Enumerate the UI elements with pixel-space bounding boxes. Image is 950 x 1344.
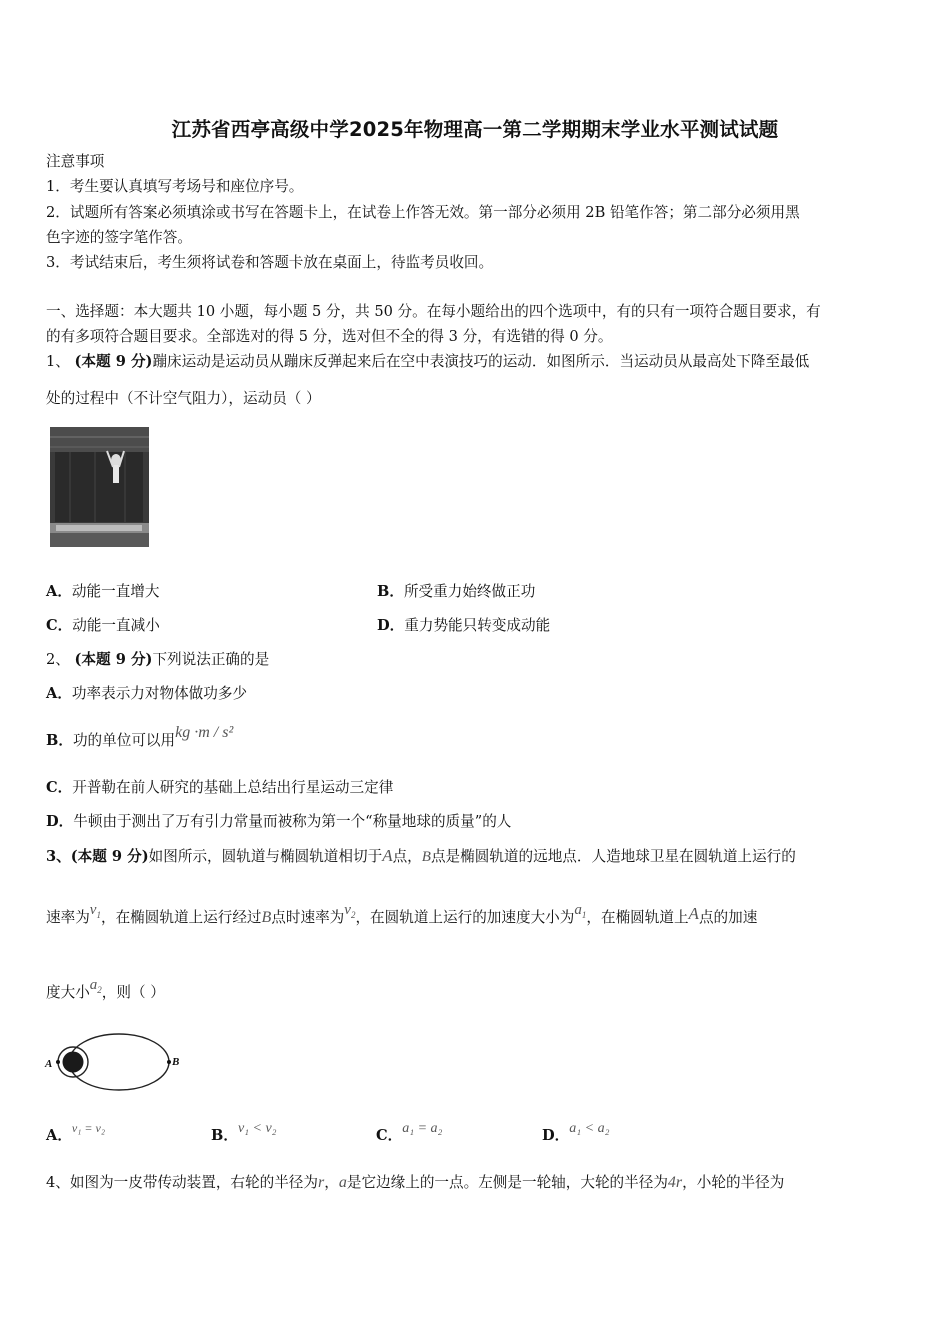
question-3-line3: 度大小$a_2$，则（ ） <box>46 977 165 1001</box>
var-4r: 4r <box>667 1174 683 1191</box>
q2-option-c[interactable]: C．开普勒在前人研究的基础上总结出行星运动三定律 <box>46 779 394 796</box>
page-title: 江苏省西亭高级中学2025年物理高一第二学期期末学业水平测试试题 <box>171 118 779 141</box>
notice-item: 3．考试结束后，考生须将试卷和答题卡放在桌面上，待监考员收回。 <box>46 254 494 271</box>
var-v1: $v_1$ <box>89 902 101 920</box>
q2-option-d[interactable]: D．牛顿由于测出了万有引力常量而被称为第一个“称量地球的质量”的人 <box>46 813 512 830</box>
question-tag: (本题 9 分) <box>74 353 153 370</box>
question-number: 3、 <box>46 848 71 865</box>
q3-option-a[interactable]: A．$^{v_1 = v_2}$ <box>46 1121 106 1144</box>
q2-option-b[interactable]: B．功的单位可以用kg ·m / s² <box>46 724 234 749</box>
trampoline-photo-graphic <box>50 427 149 547</box>
q2-option-a[interactable]: A．功率表示力对物体做功多少 <box>46 685 248 702</box>
unit-formula: kg ·m / s² <box>175 724 234 741</box>
q1-option-c[interactable]: C．动能一直减小 <box>46 617 160 634</box>
var-r: r <box>318 1174 325 1191</box>
point-label: A <box>688 904 699 923</box>
var-a: a <box>338 1174 347 1191</box>
question-3-line2: 速率为$v_1$，在椭圆轨道上运行经过B点时速率为$v_2$，在圆轨道上运行的加速度大小为$a_1$，在椭圆轨道上A点的加速 <box>46 902 758 926</box>
orbit-diagram <box>44 1028 186 1098</box>
q1-option-a[interactable]: A．动能一直增大 <box>46 583 160 600</box>
question-text: 处的过程中（不计空气阻力），运动员（ ） <box>46 390 321 407</box>
question-1 <box>46 352 809 372</box>
question-2 <box>46 650 269 670</box>
notice-heading: 注意事项 <box>46 153 105 170</box>
notice-item: 色字迹的签字笔作答。 <box>46 229 192 246</box>
question-tag: (本题 9 分) <box>70 848 149 865</box>
orbit-label-b: B <box>172 1056 180 1068</box>
question-text: 蹦床运动是运动员从蹦床反弹起来后在空中表演技巧的运动．如图所示．当运动员从最高处下降至最低 <box>152 353 810 370</box>
q1-option-d[interactable]: D．重力势能只转变成动能 <box>377 617 551 634</box>
notice-item: 1．考生要认真填写考场号和座位序号。 <box>46 178 304 195</box>
question-tag: (本题 9 分) <box>74 651 153 668</box>
question-number: 1、 <box>46 353 70 370</box>
var-a1: $a_1$ <box>574 902 587 920</box>
point-label: B <box>421 849 431 865</box>
notice-item: 2．试题所有答案必须填涂或书写在答题卡上，在试卷上作答无效。第一部分必须用 2B 铅笔作答；第二部分必须用黑 <box>46 204 800 221</box>
var-a2: $a_2$ <box>89 977 102 995</box>
point-label: A <box>382 846 393 865</box>
var-v2: $v_2$ <box>344 902 356 920</box>
q1-option-b[interactable]: B．所受重力始终做正功 <box>377 583 536 600</box>
question-4: 4、如图为一皮带传动装置，右轮的半径为r，a是它边缘上的一点。左侧是一轮轴，大轮的半径为4r，小轮的半径为 <box>46 1174 785 1191</box>
orbit-label-a: A <box>45 1058 53 1070</box>
section-instructions: 一、选择题：本大题共 10 小题，每小题 5 分，共 50 分。在每小题给出的四个选项中，有的只有一项符合题目要求，有 <box>46 303 821 320</box>
question-number: 4、 <box>46 1174 70 1191</box>
question-number: 2、 <box>46 651 70 668</box>
q3-option-b[interactable]: B．v₁ < v₂ <box>211 1121 277 1144</box>
q3-option-c[interactable]: C．a₁ = a₂ <box>376 1121 443 1144</box>
section-instructions: 的有多项符合题目要求。全部选对的得 5 分，选对但不全的得 3 分，有选错的得 0 分。 <box>46 328 613 345</box>
trampoline-photo <box>50 427 149 547</box>
question-text: 下列说法正确的是 <box>152 651 270 668</box>
orbit-diagram-graphic <box>44 1028 186 1098</box>
question-3: 3、(本题 9 分)如图所示，圆轨道与椭圆轨道相切于A点，B点是椭圆轨道的远地点．人造地球卫星在圆轨道上运行的 <box>46 846 796 865</box>
point-label: B <box>261 909 272 926</box>
q3-option-d[interactable]: D．a₁ < a₂ <box>542 1121 610 1144</box>
